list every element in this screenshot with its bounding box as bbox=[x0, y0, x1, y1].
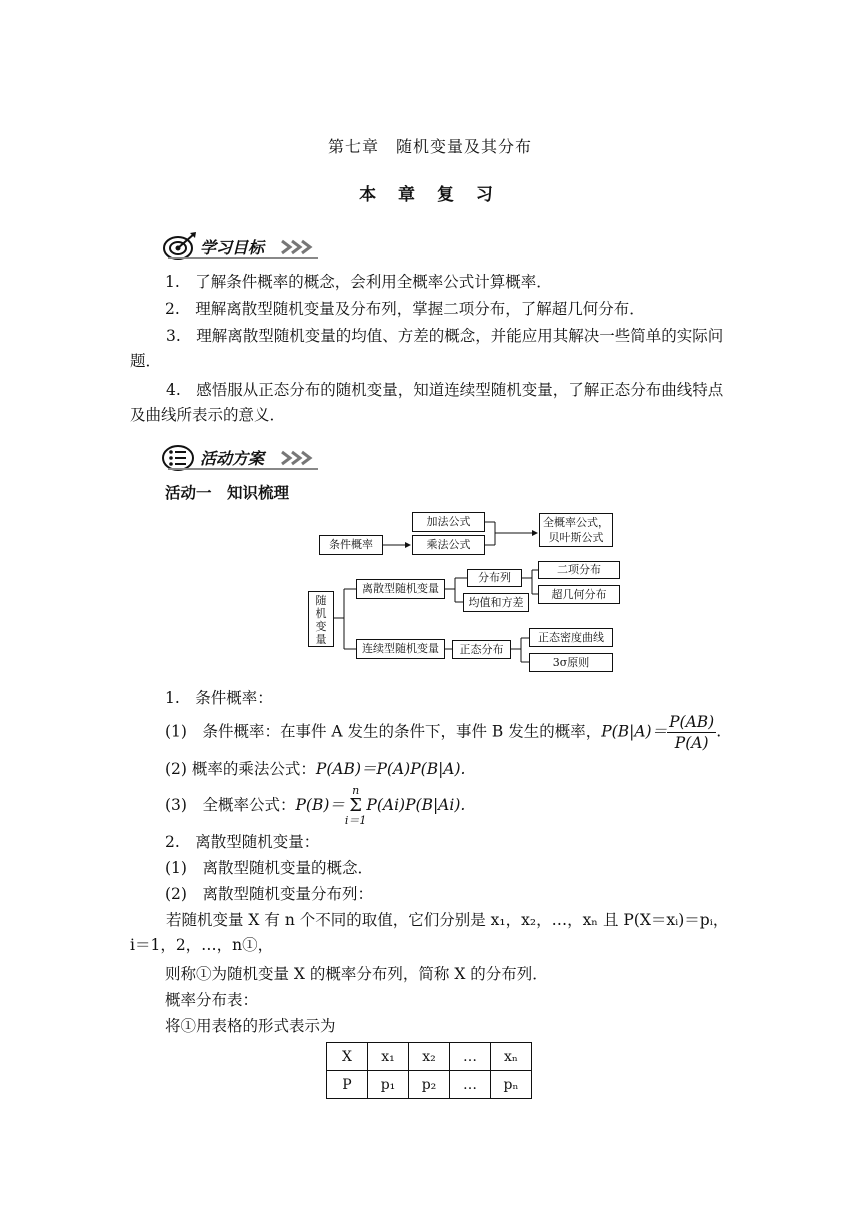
table-cell: p₁ bbox=[368, 1071, 409, 1099]
table-cell: X bbox=[327, 1043, 368, 1071]
box-dist-list: 分布列 bbox=[467, 569, 522, 587]
section-2-title: 2. 离散型随机变量： bbox=[165, 833, 320, 851]
table-cell: P bbox=[327, 1071, 368, 1099]
knowledge-flowchart bbox=[300, 505, 630, 680]
goal-3: 3. 理解离散型随机变量的均值、方差的概念，并能应用其解决一些简单的实际问题． bbox=[130, 327, 724, 370]
section-2-paragraph-2: 则称①为随机变量 X 的概率分布列，简称 X 的分布列． bbox=[165, 965, 548, 983]
table-cell: … bbox=[450, 1043, 491, 1071]
box-hypergeometric: 超几何分布 bbox=[538, 585, 620, 604]
chevrons-icon bbox=[280, 450, 320, 466]
box-binomial: 二项分布 bbox=[538, 561, 620, 579]
section-2-paragraph-4: 将①用表格的形式表示为 bbox=[165, 1017, 336, 1035]
formula-total-probability bbox=[165, 785, 465, 827]
table-cell: x₁ bbox=[368, 1043, 409, 1071]
sum-lower: i＝1 bbox=[344, 814, 367, 827]
goal-4: 4. 感悟服从正态分布的随机变量，知道连续型随机变量，了解正态分布曲线特点及曲线所表示的意义． bbox=[130, 381, 724, 424]
distribution-table bbox=[326, 1042, 532, 1099]
formula-total-lhs: P(B)＝ bbox=[295, 796, 345, 814]
box-three-sigma: 3σ原则 bbox=[529, 653, 613, 672]
table-cell: xₙ bbox=[491, 1043, 532, 1071]
plan-banner bbox=[160, 442, 330, 474]
box-add-rule: 加法公式 bbox=[412, 512, 485, 532]
box-mean-var: 均值和方差 bbox=[463, 593, 529, 612]
section-2-2: (2) 离散型随机变量分布列： bbox=[165, 885, 373, 903]
box-density-curve: 正态密度曲线 bbox=[529, 628, 613, 647]
formula-conditional: (1) 条件概率：在事件 A 发生的条件下，事件 B 发生的概率，P(B|A)＝ $\frac{P(AB)}{P(A)}$ . bbox=[165, 713, 722, 752]
goals-banner bbox=[160, 231, 330, 263]
sum-upper: n bbox=[352, 784, 360, 797]
formula-multiplication-expr: P(AB)＝P(A)P(B|A). bbox=[315, 760, 466, 778]
box-mul-rule: 乘法公式 bbox=[412, 535, 485, 555]
formula-multiplication-text: (2) 概率的乘法公式： bbox=[165, 760, 316, 778]
goal-2: 2. 理解离散型随机变量及分布列，掌握二项分布，了解超几何分布． bbox=[165, 300, 645, 318]
section-1-title: 1. 条件概率： bbox=[165, 689, 273, 707]
formula-conditional-num: P(AB) bbox=[669, 713, 715, 731]
formula-total-rhs: P(Ai)P(B|Ai). bbox=[366, 796, 466, 814]
formula-total-text: (3) 全概率公式： bbox=[165, 796, 296, 814]
box-cond-prob: 条件概率 bbox=[319, 535, 383, 555]
section-2-paragraph-3: 概率分布表： bbox=[165, 991, 259, 1009]
section-2-1: (1) 离散型随机变量的概念． bbox=[165, 859, 373, 877]
table-cell: … bbox=[450, 1071, 491, 1099]
table-cell: p₂ bbox=[409, 1071, 450, 1099]
box-normal: 正态分布 bbox=[452, 640, 511, 659]
section-2-paragraph-1: 若随机变量 X 有 n 个不同的取值，它们分别是 x₁，x₂，…，xₙ 且 P(X＝xᵢ)＝pᵢ，i＝1，2，…，n①， bbox=[130, 911, 729, 954]
formula-conditional-text: (1) 条件概率：在事件 A 发生的条件下，事件 B 发生的概率， bbox=[165, 722, 602, 741]
chapter-title: 第七章 随机变量及其分布 bbox=[327, 137, 532, 156]
table-row bbox=[327, 1043, 532, 1071]
box-total-prob: 全概率公式，贝叶斯公式 bbox=[539, 513, 613, 547]
box-random-variable: 随机变量 bbox=[308, 591, 334, 647]
goal-1: 1. 了解条件概率的概念，会利用全概率公式计算概率． bbox=[165, 273, 552, 291]
sum-operator: n Σ i＝1 bbox=[344, 784, 367, 827]
box-continuous: 连续型随机变量 bbox=[356, 639, 445, 659]
formula-conditional-den: P(A) bbox=[674, 734, 709, 752]
table-cell: pₙ bbox=[491, 1071, 532, 1099]
table-cell: x₂ bbox=[409, 1043, 450, 1071]
table-row bbox=[327, 1071, 532, 1099]
section-title: 本 章 复 习 bbox=[359, 185, 501, 205]
formula-conditional-lhs: P(B|A)＝ bbox=[601, 722, 668, 741]
box-discrete: 离散型随机变量 bbox=[356, 579, 445, 599]
chevrons-icon bbox=[280, 239, 320, 255]
formula-multiplication bbox=[165, 757, 465, 782]
goals-banner-title: 学习目标 bbox=[200, 238, 265, 257]
activity-title: 活动一 知识梳理 bbox=[165, 484, 290, 502]
plan-banner-title: 活动方案 bbox=[200, 449, 265, 468]
